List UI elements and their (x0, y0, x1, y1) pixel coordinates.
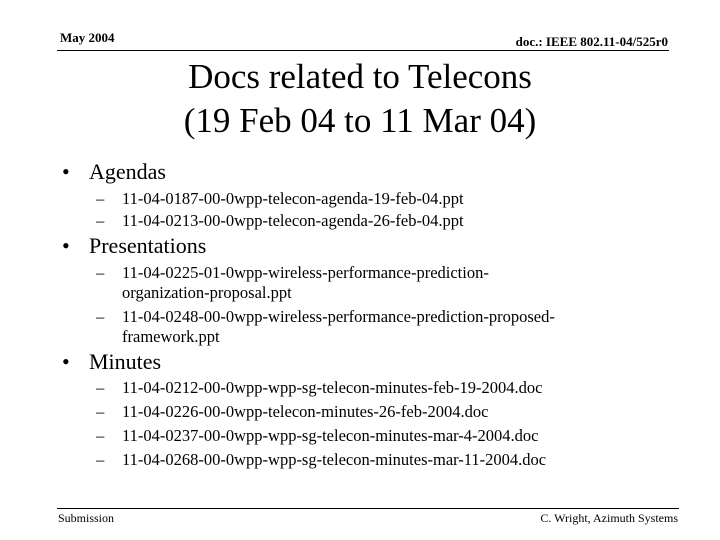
bullet-label: Minutes (89, 349, 162, 374)
dash-marker: – (96, 378, 105, 397)
list-item-text: 11-04-0268-00-0wpp-wpp-sg-telecon-minutes-mar-11-2004.doc (122, 450, 547, 469)
list-item-text: 11-04-0212-00-0wpp-wpp-sg-telecon-minutes-feb-19-2004.doc (122, 378, 543, 397)
dash-marker: – (96, 307, 105, 326)
bullet-label: Presentations (89, 233, 207, 258)
title-line-1: Docs related to Telecons (188, 57, 532, 96)
dash-marker: – (96, 426, 105, 445)
bullet-label: Agendas (89, 159, 166, 184)
footer-rule (57, 508, 679, 509)
list-item-text: 11-04-0237-00-0wpp-wpp-sg-telecon-minutes-mar-4-2004.doc (122, 426, 539, 445)
dash-marker: – (96, 402, 105, 421)
list-item-text: 11-04-0225-01-0wpp-wireless-performance-prediction- (122, 263, 489, 282)
list-item-text: framework.ppt (122, 327, 220, 346)
list-item-text: 11-04-0213-00-0wpp-telecon-agenda-26-feb-04.ppt (122, 211, 464, 230)
bullet-dot: • (62, 349, 70, 374)
dash-marker: – (96, 263, 105, 282)
header-rule (57, 50, 669, 51)
bullet-dot: • (62, 159, 70, 184)
title-line-2: (19 Feb 04 to 11 Mar 04) (183, 101, 537, 140)
list-item-text: 11-04-0248-00-0wpp-wireless-performance-prediction-proposed- (122, 307, 555, 326)
slide-title (150, 55, 570, 143)
bullet-dot: • (62, 233, 70, 258)
list-item-text: organization-proposal.ppt (122, 283, 292, 302)
list-item-text: 11-04-0187-00-0wpp-telecon-agenda-19-feb-04.ppt (122, 189, 464, 208)
dash-marker: – (96, 211, 105, 230)
footer-submission: Submission (58, 511, 115, 525)
header-doc-id: doc.: IEEE 802.11-04/525r0 (515, 34, 668, 49)
list-item-text: 11-04-0226-00-0wpp-telecon-minutes-26-feb-2004.doc (122, 402, 489, 421)
dash-marker: – (96, 450, 105, 469)
dash-marker: – (96, 189, 105, 208)
header-date: May 2004 (60, 30, 115, 45)
footer-author: C. Wright, Azimuth Systems (540, 511, 678, 525)
